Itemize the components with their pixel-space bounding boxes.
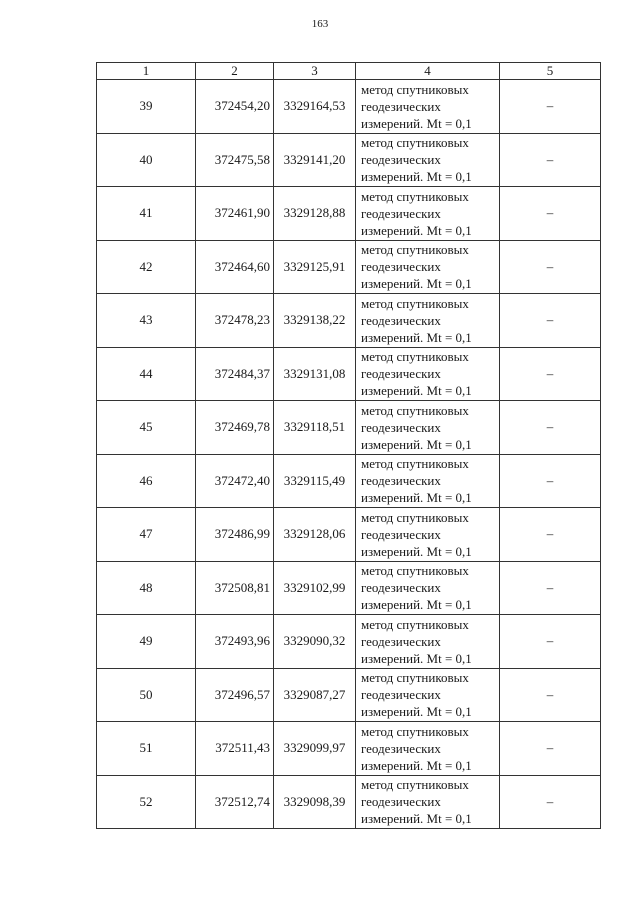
y-coordinate-cell: 3329128,88 — [274, 187, 356, 241]
method-cell: метод спутниковых геодезических измерений. Mt = 0,1 — [356, 668, 500, 722]
table-row — [97, 401, 601, 455]
point-number-cell: 41 — [97, 187, 196, 241]
y-coordinate-cell: 3329090,32 — [274, 615, 356, 669]
y-coordinate-cell: 3329164,53 — [274, 80, 356, 134]
x-coordinate-cell: 372461,90 — [196, 187, 274, 241]
y-coordinate-cell: 3329115,49 — [274, 454, 356, 508]
y-coordinate-cell: 3329099,97 — [274, 722, 356, 776]
note-cell: – — [500, 187, 601, 241]
y-coordinate-cell: 3329098,39 — [274, 775, 356, 829]
point-number-cell: 45 — [97, 401, 196, 455]
table-header-row — [97, 63, 601, 80]
x-coordinate-cell: 372511,43 — [196, 722, 274, 776]
table-row — [97, 508, 601, 562]
table-row — [97, 240, 601, 294]
column-header: 5 — [500, 63, 601, 80]
y-coordinate-cell: 3329087,27 — [274, 668, 356, 722]
y-coordinate-cell: 3329125,91 — [274, 240, 356, 294]
note-cell: – — [500, 133, 601, 187]
note-cell: – — [500, 668, 601, 722]
page-number: 163 — [311, 18, 329, 30]
note-cell: – — [500, 80, 601, 134]
table-row — [97, 187, 601, 241]
point-number-cell: 42 — [97, 240, 196, 294]
y-coordinate-cell: 3329138,22 — [274, 294, 356, 348]
x-coordinate-cell: 372464,60 — [196, 240, 274, 294]
x-coordinate-cell: 372454,20 — [196, 80, 274, 134]
note-cell: – — [500, 347, 601, 401]
table-row — [97, 294, 601, 348]
x-coordinate-cell: 372472,40 — [196, 454, 274, 508]
column-header: 1 — [97, 63, 196, 80]
table-body — [97, 80, 601, 829]
note-cell: – — [500, 508, 601, 562]
method-cell: метод спутниковых геодезических измерений. Mt = 0,1 — [356, 775, 500, 829]
table-row — [97, 454, 601, 508]
method-cell: метод спутниковых геодезических измерений. Mt = 0,1 — [356, 561, 500, 615]
column-header: 2 — [196, 63, 274, 80]
note-cell: – — [500, 454, 601, 508]
x-coordinate-cell: 372496,57 — [196, 668, 274, 722]
point-number-cell: 43 — [97, 294, 196, 348]
method-cell: метод спутниковых геодезических измерений. Mt = 0,1 — [356, 508, 500, 562]
point-number-cell: 44 — [97, 347, 196, 401]
table-row — [97, 775, 601, 829]
method-cell: метод спутниковых геодезических измерений. Mt = 0,1 — [356, 615, 500, 669]
method-cell: метод спутниковых геодезических измерений. Mt = 0,1 — [356, 722, 500, 776]
table-row — [97, 722, 601, 776]
point-number-cell: 48 — [97, 561, 196, 615]
method-cell: метод спутниковых геодезических измерений. Mt = 0,1 — [356, 347, 500, 401]
column-header: 4 — [356, 63, 500, 80]
point-number-cell: 46 — [97, 454, 196, 508]
table-row — [97, 80, 601, 134]
method-cell: метод спутниковых геодезических измерений. Mt = 0,1 — [356, 80, 500, 134]
x-coordinate-cell: 372512,74 — [196, 775, 274, 829]
point-number-cell: 49 — [97, 615, 196, 669]
y-coordinate-cell: 3329131,08 — [274, 347, 356, 401]
note-cell: – — [500, 775, 601, 829]
note-cell: – — [500, 561, 601, 615]
method-cell: метод спутниковых геодезических измерений. Mt = 0,1 — [356, 401, 500, 455]
point-number-cell: 52 — [97, 775, 196, 829]
x-coordinate-cell: 372508,81 — [196, 561, 274, 615]
table-row — [97, 561, 601, 615]
point-number-cell: 40 — [97, 133, 196, 187]
y-coordinate-cell: 3329118,51 — [274, 401, 356, 455]
table-row — [97, 668, 601, 722]
table-row — [97, 133, 601, 187]
note-cell: – — [500, 401, 601, 455]
note-cell: – — [500, 240, 601, 294]
point-number-cell: 51 — [97, 722, 196, 776]
coordinates-table — [96, 62, 601, 829]
table-row — [97, 615, 601, 669]
note-cell: – — [500, 722, 601, 776]
point-number-cell: 39 — [97, 80, 196, 134]
table-row — [97, 347, 601, 401]
method-cell: метод спутниковых геодезических измерений. Mt = 0,1 — [356, 187, 500, 241]
method-cell: метод спутниковых геодезических измерений. Mt = 0,1 — [356, 133, 500, 187]
note-cell: – — [500, 615, 601, 669]
note-cell: – — [500, 294, 601, 348]
point-number-cell: 50 — [97, 668, 196, 722]
method-cell: метод спутниковых геодезических измерений. Mt = 0,1 — [356, 454, 500, 508]
x-coordinate-cell: 372469,78 — [196, 401, 274, 455]
x-coordinate-cell: 372478,23 — [196, 294, 274, 348]
x-coordinate-cell: 372475,58 — [196, 133, 274, 187]
y-coordinate-cell: 3329102,99 — [274, 561, 356, 615]
x-coordinate-cell: 372484,37 — [196, 347, 274, 401]
x-coordinate-cell: 372486,99 — [196, 508, 274, 562]
method-cell: метод спутниковых геодезических измерений. Mt = 0,1 — [356, 240, 500, 294]
column-header: 3 — [274, 63, 356, 80]
y-coordinate-cell: 3329128,06 — [274, 508, 356, 562]
method-cell: метод спутниковых геодезических измерений. Mt = 0,1 — [356, 294, 500, 348]
point-number-cell: 47 — [97, 508, 196, 562]
x-coordinate-cell: 372493,96 — [196, 615, 274, 669]
y-coordinate-cell: 3329141,20 — [274, 133, 356, 187]
